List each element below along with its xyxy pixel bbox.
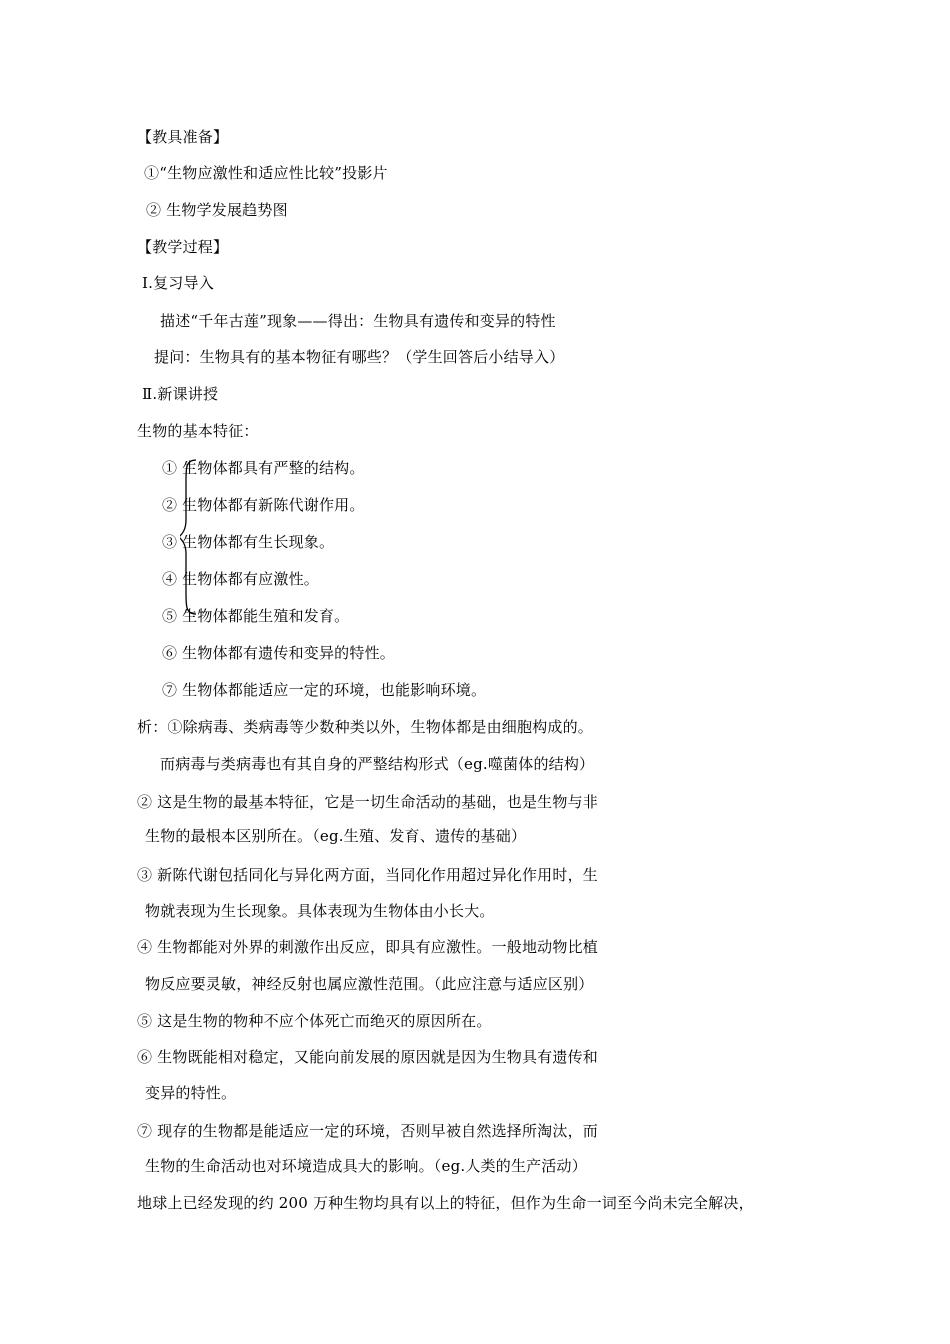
feature-item: ① 生物体都具有严整的结构。 (162, 459, 365, 477)
review-heading: Ⅰ.复习导入 (142, 274, 214, 292)
feature-item: ⑦ 生物体都能适应一定的环境，也能影响环境。 (162, 681, 487, 699)
section-heading-process: 【教学过程】 (137, 238, 229, 256)
analysis-line: 生物的最根本区别所在。（eg.生殖、发育、遗传的基础） (145, 827, 527, 845)
analysis-line: ② 这是生物的最基本特征，它是一切生命活动的基础，也是生物与非 (137, 793, 598, 811)
review-line-1: 描述“千年古莲”现象——得出：生物具有遗传和变异的特性 (160, 312, 556, 330)
analysis-line: ⑥ 生物既能相对稳定，又能向前发展的原因就是因为生物具有遗传和 (137, 1048, 598, 1066)
analysis-line: 物反应要灵敏，神经反射也属应激性范围。（此应注意与适应区别） (145, 975, 594, 993)
feature-item: ⑤ 生物体都能生殖和发育。 (162, 607, 350, 625)
analysis-line: 析：①除病毒、类病毒等少数种类以外，生物体都是由细胞构成的。 (137, 718, 594, 736)
features-heading: 生物的基本特征： (137, 422, 259, 440)
analysis-line: ④ 生物都能对外界的刺激作出反应，即具有应激性。一般地动物比植 (137, 938, 598, 956)
section-heading-teaching-aids: 【教具准备】 (137, 128, 229, 146)
feature-item: ② 生物体都有新陈代谢作用。 (162, 496, 365, 514)
analysis-line: ⑤ 这是生物的物种不应个体死亡而绝灭的原因所在。 (137, 1012, 492, 1030)
analysis-line: 生物的生命活动也对环境造成具大的影响。（eg.人类的生产活动） (145, 1157, 587, 1175)
teaching-aid-item-2: ② 生物学发展趋势图 (146, 201, 288, 219)
review-line-2: 提问：生物具有的基本物征有哪些？（学生回答后小结导入） (154, 348, 565, 366)
analysis-line: 物就表现为生长现象。具体表现为生物体由小长大。 (145, 902, 495, 920)
feature-item: ④ 生物体都有应激性。 (162, 570, 319, 588)
analysis-line: 变异的特性。 (145, 1084, 237, 1102)
new-lesson-heading: Ⅱ.新课讲授 (142, 385, 219, 403)
teaching-aid-item-1: ①“生物应激性和适应性比较”投影片 (144, 164, 388, 182)
closing-line: 地球上已经发现的约 200 万种生物均具有以上的特征，但作为生命一词至今尚未完全解决， (137, 1194, 754, 1212)
feature-item: ③ 生物体都有生长现象。 (162, 533, 335, 551)
feature-item: ⑥ 生物体都有遗传和变异的特性。 (162, 644, 395, 662)
analysis-line: ⑦ 现存的生物都是能适应一定的环境，否则早被自然选择所淘汰，而 (137, 1122, 598, 1140)
analysis-line: 而病毒与类病毒也有其自身的严整结构形式（eg.噬菌体的结构） (160, 755, 595, 773)
analysis-line: ③ 新陈代谢包括同化与异化两方面，当同化作用超过异化作用时，生 (137, 866, 598, 884)
curly-brace-graphic (180, 458, 202, 616)
